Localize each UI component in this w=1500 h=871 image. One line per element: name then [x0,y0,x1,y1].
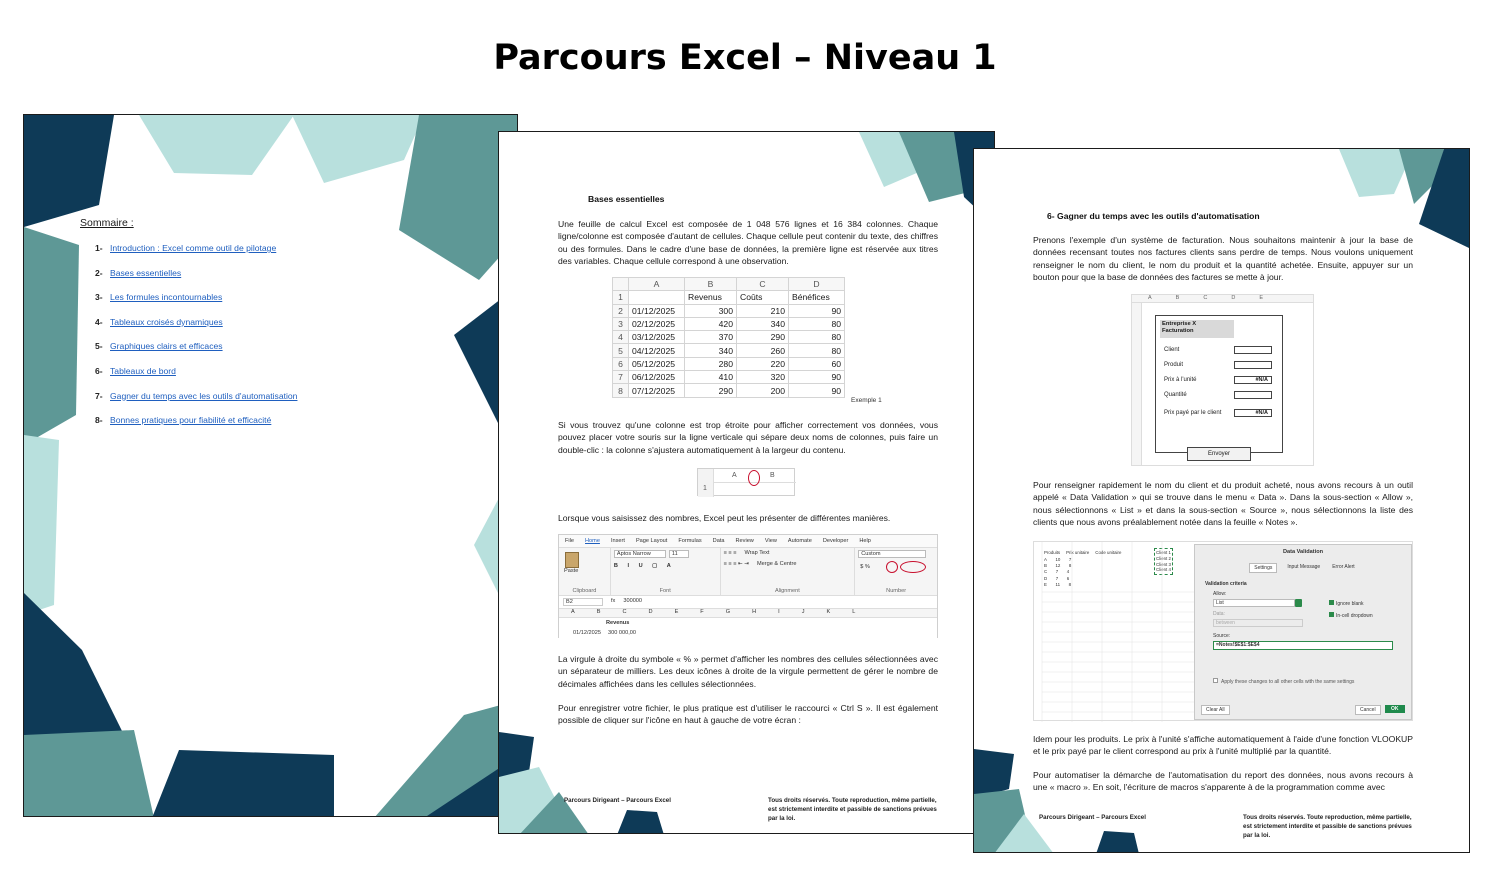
col-letter: B [596,609,601,615]
fx-icon: fx [611,598,616,604]
table-row [613,371,845,384]
dialog-tabs [1195,563,1411,573]
ribbon-tab[interactable]: Developer [822,538,849,544]
value-cell: 290 [737,331,789,344]
col-letter: E [1259,295,1263,301]
toc-item[interactable] [95,268,297,293]
total-price-cell: #N/A [1234,409,1272,417]
currency-percent-icons[interactable]: $ % [860,564,870,570]
tab-settings[interactable]: Settings [1249,563,1277,573]
value-cell: 210 [737,304,789,317]
toc-item[interactable] [95,317,297,342]
font-style-buttons[interactable]: B I U ▢ A [613,563,675,569]
table-row [613,331,845,344]
form-title: Entreprise X [1162,321,1197,327]
toc-number: 7- [95,390,103,401]
table-row [613,384,845,397]
cell: C [1044,569,1048,575]
row-number: 4 [613,331,629,344]
toc-number: 5- [95,341,103,352]
client-item: Client 3 [1156,561,1171,567]
ribbon-tab[interactable]: File [565,538,575,544]
ok-button[interactable]: OK [1385,705,1405,713]
source-sheet [1034,542,1194,722]
align-icons[interactable]: ≡ ≡ ≡ ⇤ ⇥ [723,561,749,567]
document-page-sommaire [23,114,518,817]
date-cell: 02/12/2025 [629,317,685,330]
value-cell: 290 [685,384,737,397]
toc-number: 4- [95,316,103,327]
value-cell: 420 [685,317,737,330]
clear-all-button[interactable]: Clear All [1201,705,1230,715]
merge-centre-button[interactable]: Merge & Centre [756,561,797,567]
form-title-block [1160,320,1234,338]
document-page-automatisation [973,148,1470,853]
table-caption: Exemple 1 [851,397,882,404]
row-number: 7 [613,371,629,384]
col-letter: A [571,609,575,615]
decimal-buttons-highlight-icon[interactable] [900,561,926,573]
group-label: Alignment [774,588,800,594]
client-item: Client 2 [1156,555,1171,561]
apply-changes-checkbox[interactable] [1213,678,1354,685]
field-label: Quantité [1164,392,1187,398]
cell: B [1044,563,1047,569]
col-letter: A [1148,295,1152,301]
validation-criteria-label: Validation criteria [1205,581,1247,587]
col-letter: C [1203,295,1208,301]
col-letter: B [770,472,775,479]
data-validation-dialog [1194,544,1412,720]
toc-number: 1- [95,243,103,253]
value-cell: 300 [685,304,737,317]
col-letter: G [725,609,731,615]
cell: 4 [1066,569,1070,575]
ribbon-tab[interactable]: View [764,538,777,544]
comma-style-highlight-icon[interactable] [886,561,898,573]
corner-cell [613,278,629,291]
toc-number: 2- [95,267,103,278]
date-cell: 05/12/2025 [629,357,685,370]
table-of-contents [95,243,297,440]
group-label: Number [886,588,907,594]
table-row [613,344,845,357]
number-format-select[interactable]: Custom [858,550,926,558]
value-cell: 220 [737,357,789,370]
value-cell: 370 [685,331,737,344]
row-number: 5 [613,344,629,357]
paragraph: Idem pour les produits. Le prix à l'unité s'affiche automatiquement à l'aide d'une fonction VLOOKUP et le prix payé par le client correspond au prix à l'unité multiplié par la quantité. [1033,734,1413,757]
font-name-select[interactable]: Aptos Narrow [614,550,666,558]
value-cell: 200 [737,384,789,397]
ignore-blank-label: Ignore blank [1336,601,1364,607]
value-cell: 340 [737,317,789,330]
allow-select[interactable]: List [1213,599,1295,607]
toc-link[interactable]: Introduction : Excel comme outil de pilotage [110,243,277,253]
wrap-text-button[interactable]: Wrap Text [744,550,770,556]
ribbon-tab-home[interactable]: Home [585,538,600,544]
data-validation-screenshot [1033,541,1413,721]
formula-bar [559,596,937,609]
cell: 7 [1068,557,1072,562]
font-group [611,548,721,595]
sheet-gridlines [1034,542,1194,722]
toc-link[interactable]: Graphiques clairs et efficaces [110,341,223,352]
ribbon-tab[interactable]: Page Layout [635,538,668,544]
group-label: Clipboard [572,588,597,594]
cell-value: 300 000,00 [608,630,636,636]
ignore-blank-checkbox[interactable] [1329,600,1364,607]
col-letter: C [737,278,789,291]
date-cell: 04/12/2025 [629,344,685,357]
row-number: 3 [613,317,629,330]
row-number: 8 [613,384,629,397]
group-label: Font [659,588,671,594]
section-heading: 6- Gagner du temps avec les outils d'automatisation [1047,211,1260,221]
header-cell: Revenus [685,291,737,304]
align-icons[interactable]: ≡ ≡ ≡ [723,550,737,556]
section-heading: Bases essentielles [588,194,665,204]
table-row [613,317,845,330]
col-letter: A [732,472,737,479]
col-letter: E [674,609,679,615]
cell-revenus: Revenus [606,620,630,626]
ribbon-tab[interactable]: Automate [787,538,812,544]
col-letter: C [622,609,627,615]
alignment-group [721,548,856,595]
toc-link[interactable]: Gagner du temps avec les outils d'automatisation [110,390,298,401]
field-label: Client [1164,347,1180,353]
col-letter: A [629,278,685,291]
row-number: 6 [613,357,629,370]
document-page-bases [498,131,995,834]
col-letter: D [648,609,653,615]
row-number: 1 [613,291,629,304]
value-cell: 80 [789,344,845,357]
header-cell: Bénéfices [789,291,845,304]
toc-link[interactable]: Bonnes pratiques pour fiabilité et efficacité [110,415,272,426]
paste-icon[interactable] [565,552,579,568]
sheet-header: Prix unitaire [1066,550,1090,555]
font-size-select[interactable]: 11 [669,550,689,558]
value-cell: 80 [789,331,845,344]
source-label: Source: [1213,633,1231,639]
formula-value[interactable]: 300000 [623,598,643,604]
col-letter: I [778,609,780,615]
cell: 8 [1068,563,1072,569]
col-letter: L [852,609,856,615]
toc-item[interactable] [95,366,297,391]
value-cell: 90 [789,371,845,384]
footer-left: Parcours Dirigeant – Parcours Excel [1039,814,1146,821]
paragraph: Prenons l'exemple d'un système de facturation. Nous souhaitons maintenir à jour la base de données recensant toutes nos factures clients sans perdre de temps. Nous voulons uniquement renseigner le nom du client, le nom du produit et la quantité achetée. Ensuite, appuyer sur un bouton pour que la base de données des factures se mette à jour. [1033,235,1413,283]
paragraph: La virgule à droite du symbole « % » permet d'afficher les nombres des cellules sélectionnées avec un séparateur de milliers. Les deux icônes à droite de la virgule permettent de gérer le nombre de décimales affichées dans les cellules sélectionnées. [558,654,938,689]
header-cell [629,291,685,304]
row-header-strip [698,469,714,497]
excel-ribbon-screenshot [558,534,938,638]
ribbon-tab[interactable]: Formulas [678,538,702,544]
col-letter: B [685,278,737,291]
cell: 12 [1055,563,1061,569]
date-cell: 03/12/2025 [629,331,685,344]
value-cell: 280 [685,357,737,370]
grid-column-headers [1132,295,1313,303]
client-item: Client 4 [1156,567,1171,573]
ribbon-tabs [559,535,937,548]
cell: 8 [1068,581,1072,587]
toc-number: 6- [95,365,103,376]
col-letter: J [801,609,805,615]
invoice-form [1155,315,1283,453]
client-item: Client 1 [1156,550,1171,555]
apply-changes-label: Apply these changes to all other cells with the same settings [1221,679,1355,685]
col-letter: B [1175,295,1180,301]
value-cell: 90 [789,384,845,397]
quantity-input[interactable] [1234,391,1272,399]
source-input[interactable]: =Notes!$E$1:$E$4 [1213,641,1393,650]
tab-error-alert[interactable]: Error Alert [1332,564,1355,570]
date-cell: 07/12/2025 [629,384,685,397]
col-letter: H [752,609,757,615]
cell: 7 [1055,575,1059,581]
product-input[interactable] [1234,361,1272,369]
cell: E [1044,581,1047,587]
table-row [613,357,845,370]
paragraph: Pour renseigner rapidement le nom du client et du produit acheté, nous avons recours à un outil appelé « Data Validation » qui se trouve dans le menu « Data ». Dans la sous-section « Allow », nous sélectionnons « List » et dans la sous-section « Source », nous sélectionnons la liste des clients que nous avons préalablement notée dans la feuille « Notes ». [1033,480,1413,528]
ribbon-tab[interactable]: Help [859,538,871,544]
paragraph: Pour enregistrer votre fichier, le plus pratique est d'utiliser le raccourci « Ctrl S ». Il est également possible de cliquer sur l'icône en haut à gauche de votre écran : [558,703,938,726]
name-box[interactable]: B2 [563,598,603,606]
col-letter: F [700,609,704,615]
in-cell-dropdown-checkbox[interactable] [1329,612,1373,619]
cell: 6 [1066,575,1070,581]
toc-title: Sommaire : [80,217,134,229]
sheet-grid [559,609,937,645]
page-title: Parcours Excel – Niveau 1 [493,38,997,78]
toc-item[interactable] [95,341,297,366]
ribbon-tab[interactable]: Data [712,538,725,544]
data-label: Data: [1213,611,1225,617]
ribbon-tab[interactable]: Insert [610,538,625,544]
field-label: Prix payé par le client [1164,410,1222,416]
send-button[interactable]: Envoyer [1187,447,1251,461]
in-cell-label: In-cell dropdown [1336,613,1373,619]
value-cell: 260 [737,344,789,357]
value-cell: 80 [789,317,845,330]
chevron-down-icon[interactable] [1295,599,1302,607]
cell: A [1044,557,1047,562]
cell-date: 01/12/2025 [573,630,601,636]
clipboard-group [559,548,611,595]
invoice-form-screenshot [1131,294,1314,466]
value-cell: 90 [789,304,845,317]
row-header-strip [1132,303,1142,465]
paragraph: Pour automatiser la démarche de l'automatisation du report des données, nous avons recours à une « macro ». En soit, l'écriture de macros s'apparente à de la programmation comme avec [1033,770,1413,793]
toc-link[interactable]: Bases essentielles [110,267,182,278]
client-input[interactable] [1234,346,1272,354]
value-cell: 60 [789,357,845,370]
toc-number: 8- [95,415,103,426]
sheet-header: Code unitaire [1095,550,1122,555]
toc-item[interactable] [95,292,297,317]
paste-label: Paste [564,568,579,574]
table-row [613,304,845,317]
date-cell: 06/12/2025 [629,371,685,384]
data-select[interactable]: between [1213,619,1303,627]
sheet-header: Produits [1044,550,1061,555]
tab-input-message[interactable]: Input Message [1287,564,1321,570]
grid-column-headers [559,609,937,618]
cancel-button[interactable]: Cancel [1355,705,1381,715]
toc-item[interactable] [95,415,297,440]
highlight-circle-icon [748,470,760,486]
toc-item[interactable] [95,243,297,268]
cell: 10 [1055,557,1061,562]
paragraph: Une feuille de calcul Excel est composée de 1 048 576 lignes et 16 384 colonnes. Chaque ligne/colonne est composée d'autant de cellules. Chaque cellule peut contenir du texte, des chiffres ou des formules. Dans le cadre d'une base de données, la première ligne est réservée aux titres des variables. Chaque cellule correspond à une observation. [558,219,938,267]
row-number: 1 [703,485,707,492]
col-letter: D [1231,295,1236,301]
cell: 7 [1055,569,1059,575]
unit-price-cell: #N/A [1234,376,1272,384]
col-letter: D [789,278,845,291]
toc-link[interactable]: Tableaux croisés dynamiques [110,316,223,327]
ribbon-tab[interactable]: Review [735,538,754,544]
value-cell: 410 [685,371,737,384]
number-group [855,548,937,595]
allow-label: Allow: [1213,591,1227,597]
toc-item[interactable] [95,391,297,416]
paragraph: Lorsque vous saisissez des nombres, Excel peut les présenter de différentes manières. [558,513,891,523]
form-subtitle: Facturation [1162,328,1194,334]
toc-number: 3- [95,292,103,303]
field-label: Produit [1164,362,1184,368]
dialog-title: Data Validation [1282,549,1324,555]
col-letter: K [826,609,831,615]
footer-left: Parcours Dirigeant – Parcours Excel [564,797,671,804]
field-label: Prix à l'unité [1164,377,1197,383]
value-cell: 320 [737,371,789,384]
row-number: 2 [613,304,629,317]
example-spreadsheet [612,277,845,398]
paragraph: Si vous trouvez qu'une colonne est trop étroite pour afficher correctement vos données, vous pouvez placer votre souris sur la ligne verticale qui sépare deux noms de colonnes, puis faire un double-clic : la colonne s'ajustera automatiquement à la largeur du contenu. [558,420,938,455]
date-cell: 01/12/2025 [629,304,685,317]
ribbon-groups [559,548,937,596]
cell: 11 [1055,581,1061,587]
footer-right: Tous droits réservés. Toute reproduction, même partielle, est strictement interdite et passible de sanctions prévues par la loi. [1243,814,1412,839]
toc-link[interactable]: Les formules incontournables [110,292,223,303]
cell: D [1044,575,1048,581]
header-cell: Coûts [737,291,789,304]
footer-right: Tous droits réservés. Toute reproduction, même partielle, est strictement interdite et passible de sanctions prévues par la loi. [768,797,937,822]
toc-link[interactable]: Tableaux de bord [110,365,176,376]
column-resize-example [697,468,795,496]
value-cell: 340 [685,344,737,357]
